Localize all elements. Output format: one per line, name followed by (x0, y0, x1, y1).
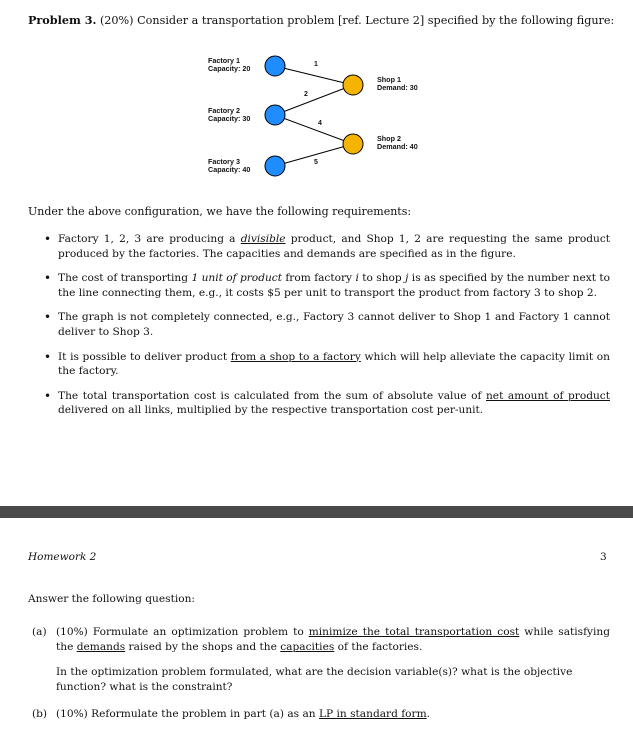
edge-f2-s2 (275, 115, 353, 144)
requirements-list (40, 232, 610, 428)
page-number: 3 (600, 551, 607, 563)
edge-cost-label: 1 (314, 61, 318, 68)
part-b-text: (10%) Reformulate the problem in part (a) as an LP in standard form. (56, 708, 431, 720)
edge-cost-label: 5 (314, 159, 318, 166)
requirements-intro: Under the above configuration, we have the following requirements: (28, 205, 412, 218)
list-item: • The graph is not completely connected, e.g., Factory 3 cannot deliver to Shop 1 and Factory 1 cannot deliver to Shop 3. (40, 310, 610, 339)
factory-3-node (265, 156, 285, 176)
shop-2-label: Shop 2 Demand: 40 (377, 134, 418, 151)
edge-f1-s1 (275, 66, 353, 85)
edge-cost-label: 4 (318, 120, 322, 127)
factory-1-label: Factory 1 Capacity: 20 (208, 56, 251, 73)
problem-intro: (20%) Consider a transportation problem [ref. Lecture 2] specified by the following figure: (99, 14, 615, 27)
page-4-section (0, 518, 633, 736)
part-a-followup: In the optimization problem formulated, what are the decision variable(s)? what is the objective function? what is the constraint? (56, 666, 573, 693)
running-header: Homework 2 (28, 551, 97, 563)
problem-title (28, 13, 614, 27)
answer-intro: Answer the following question: (28, 593, 196, 605)
factory-3-label: Factory 3 Capacity: 40 (208, 157, 251, 174)
part-a (32, 625, 610, 654)
part-b-label: (b) (32, 708, 48, 720)
part-a-label: (a) (32, 626, 47, 638)
list-item: • The cost of transporting 1 unit of product from factory i to shop j is as specified by the number next to the line connecting them, e.g., it costs $5 per unit to transport the product from factory 3 to shop 2. (40, 271, 610, 300)
list-item: • Factory 1, 2, 3 are producing a divisible product, and Shop 1, 2 are requesting the same product produced by the factories. The capacities and demands are specified as in the figure. (40, 232, 610, 261)
transportation-figure (200, 50, 440, 188)
edge-cost-label: 2 (304, 91, 308, 98)
part-b (32, 707, 610, 722)
shop-1-label: Shop 1 Demand: 30 (377, 75, 418, 92)
part-a-text: (10%) Formulate an optimization problem to minimize the total transportation cost while satisfying the demands raised by the shops and the capacities of the factories. (56, 626, 611, 653)
factory-2-label: Factory 2 Capacity: 30 (208, 106, 251, 123)
shop-1-node (343, 75, 363, 95)
edge-f2-s1 (275, 85, 353, 115)
factory-2-node (265, 105, 285, 125)
shop-2-node (343, 134, 363, 154)
problem-heading: Problem 3. (28, 13, 97, 27)
list-item: • It is possible to deliver product from a shop to a factory which will help alleviate the capacity limit on the factory. (40, 350, 610, 379)
factory-1-node (265, 56, 285, 76)
page-separator (0, 506, 633, 518)
list-item: • The total transportation cost is calculated from the sum of absolute value of net amount of product delivered on all links, multiplied by the respective transportation cost per-unit. (40, 389, 610, 418)
